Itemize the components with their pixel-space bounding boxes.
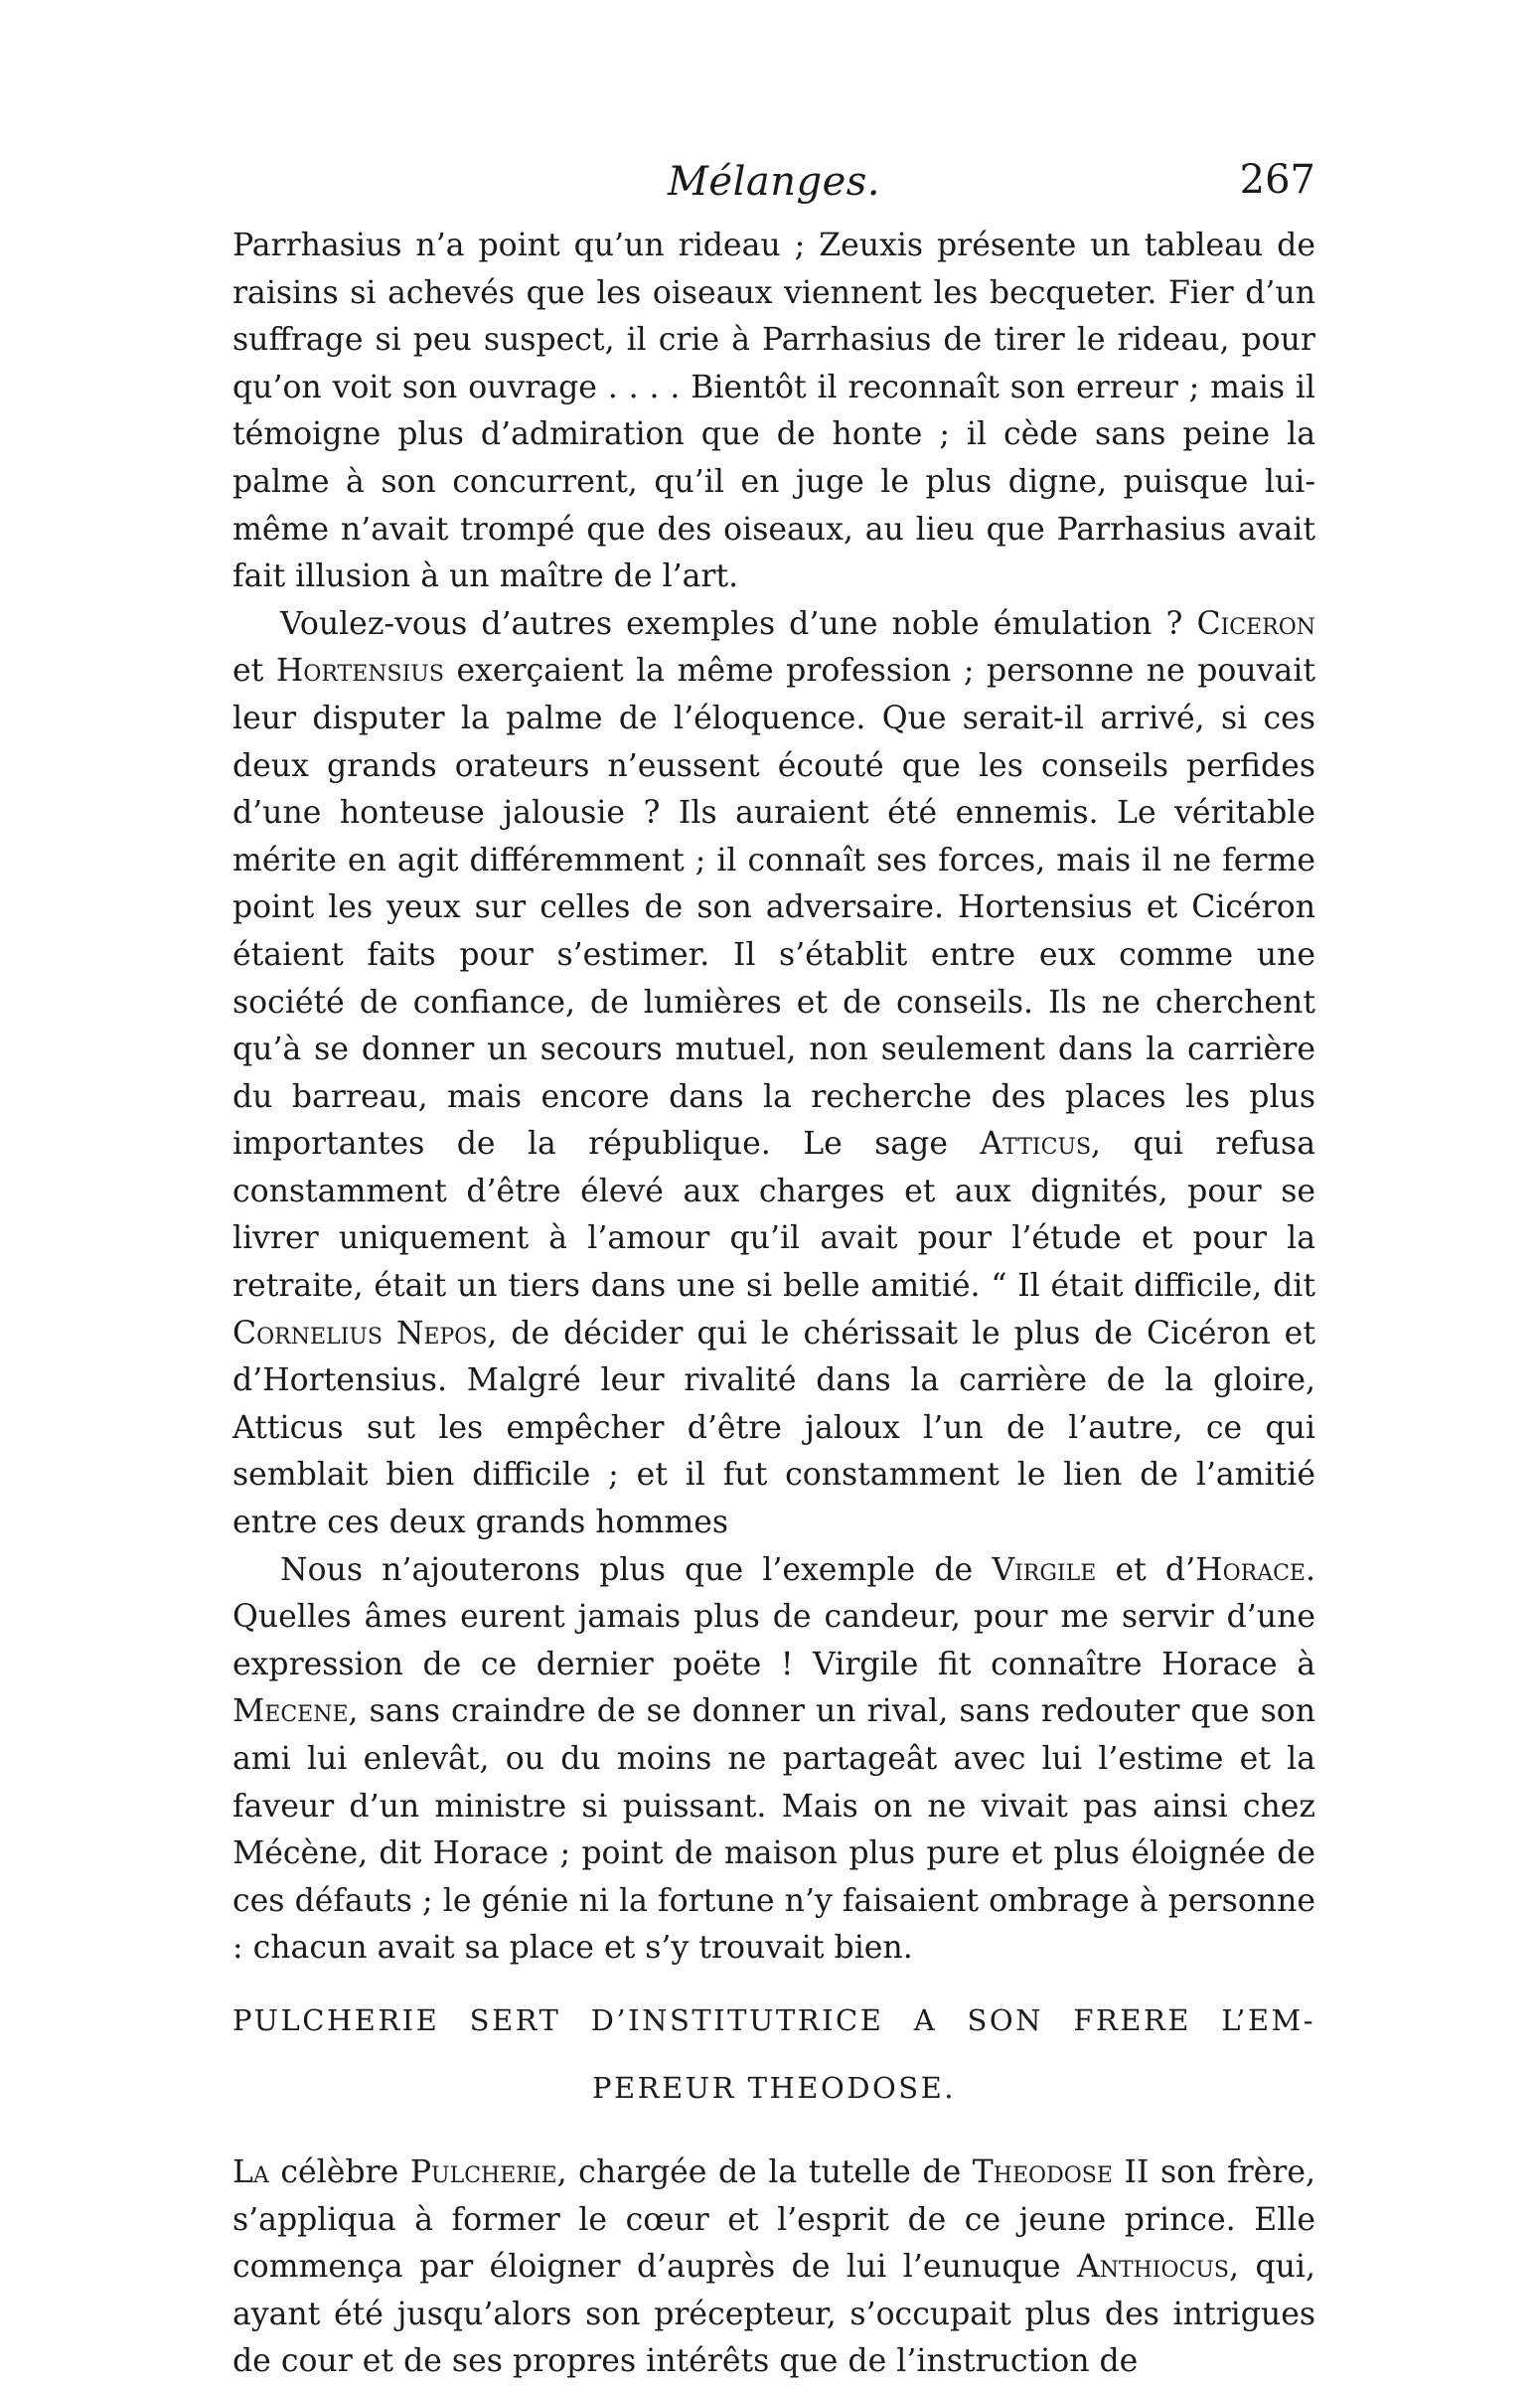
body-text [232, 223, 1315, 1973]
text-run: , chargée de la tutelle de [556, 2153, 973, 2190]
text-run: . Quelles âmes eurent jamais plus de candeur, pour me servir d’une expression de ce dernier poëte ! Virgile fit connaître Horace à [232, 1551, 1315, 1682]
text-run: , sans craindre de se donner un rival, sans redouter que son ami lui enlevât, ou du moins ne partageât avec lui l’estime et la faveur d’un ministre si puissant. Mais on ne vivait pas ainsi chez Mécène, dit Horace ; point de maison plus pure et plus éloignée de ces défauts ; le génie ni la fortune n’y faisaient ombrage à personne : chacun avait sa place et s’y trouvait bien. [232, 1693, 1315, 1967]
text-run: célèbre [268, 2153, 410, 2190]
name-mecene: Mecene [232, 1693, 349, 1730]
section-heading-line-2: PEREUR THEODOSE. [591, 2070, 957, 2105]
paragraph-pulcherie [232, 2149, 1315, 2386]
paragraph-ciceron-hortensius [232, 601, 1315, 1547]
name-virgile: Virgile [992, 1551, 1097, 1588]
opening-word: La [232, 2153, 269, 2190]
name-cornelius-nepos: Cornelius Nepos [232, 1315, 488, 1352]
book-page [232, 149, 1315, 2386]
text-run: II son frère, s’appliqua à former le cœur et l’esprit de ce jeune prince. Elle commença par éloigner d’auprès de lui l’eunuque [232, 2153, 1316, 2286]
text-run: exerçaient la même profession ; personne ne pouvait leur disputer la palme de l’éloquence. Que serait-il arrivé, si ces deux grands orateurs n’eussent écouté que les conseils perfides d’une honteuse jalousie ? Ils auraient été ennemis. Le véritable mérite en agit différemment ; il connaît ses forces, mais il ne ferme point les yeux sur celles de son adversaire. Hortensius et Cicéron étaient faits pour s’estimer. Il s’établit entre eux comme une société de confiance, de lumières et de conseils. Ils ne cherchent qu’à se donner un secours mutuel, non seulement dans la carrière du barreau, mais encore dans la recherche des places les plus importantes de la république. Le sage [232, 653, 1315, 1163]
name-horace: Horace [1195, 1551, 1306, 1588]
text-run: Nous n’ajouterons plus que l’exemple de [280, 1551, 993, 1588]
name-ciceron: Ciceron [1196, 605, 1315, 642]
text-run: et [232, 653, 276, 690]
paragraph-zeuxis-parrhasius: Parrhasius n’a point qu’un rideau ; Zeuxis présente un tableau de raisins si achevés que les oiseaux viennent les becqueter. Fier d’un suffrage si peu suspect, il crie à Parrhasius de tirer le rideau, pour qu’on voit son ouvrage . . . . Bientôt il reconnaît son erreur ; mais il témoigne plus d’admiration que de honte ; il cède sans peine la palme à son concurrent, qu’il en juge le plus digne, puisque lui-même n’avait trompé que des oiseaux, au lieu que Parrhasius avait fait illusion à un maître de l’art. [232, 228, 1315, 595]
text-run: , de décider qui le chérissait le plus de Cicéron et d’Hortensius. Malgré leur rivalité dans la carrière de la gloire, Atticus sut les empêcher d’être jaloux l’un de l’autre, ce qui semblait bien difficile ; et il fut constamment le lien de l’amitié entre ces deux grands hommes [232, 1315, 1315, 1541]
name-pulcherie: Pulcherie [409, 2153, 557, 2190]
section-heading [232, 1996, 1315, 2112]
text-run: Voulez-vous d’autres exemples d’une noble émulation ? [280, 605, 1197, 642]
section-body [232, 2149, 1315, 2386]
text-run: et d’ [1096, 1551, 1196, 1588]
name-theodose: Theodose [972, 2153, 1113, 2190]
text-run: , qui, ayant été jusqu’alors son précepteur, s’occupait plus des intrigues de cour et de ses propres intérêts que de l’instruction de [232, 2249, 1315, 2380]
paragraph-virgile-horace [232, 1547, 1315, 1973]
section-heading-line-1: PULCHERIE SERT D’INSTITUTRICE A SON FRERE L’EM- [232, 2002, 1315, 2037]
running-head: Mélanges. [667, 159, 881, 205]
text-run: , qui refusa constamment d’être élevé aux charges et aux dignités, pour se livrer uniquement à l’amour qu’il avait pour l’étude et pour la retraite, était un tiers dans une si belle amitié. “ Il était difficile, dit [232, 1126, 1315, 1305]
name-anthiocus: Anthiocus [1076, 2249, 1229, 2286]
name-atticus: Atticus [980, 1126, 1092, 1163]
page-number: 267 [1239, 157, 1315, 203]
name-hortensius: Hortensius [275, 653, 444, 690]
page-header [232, 149, 1315, 219]
